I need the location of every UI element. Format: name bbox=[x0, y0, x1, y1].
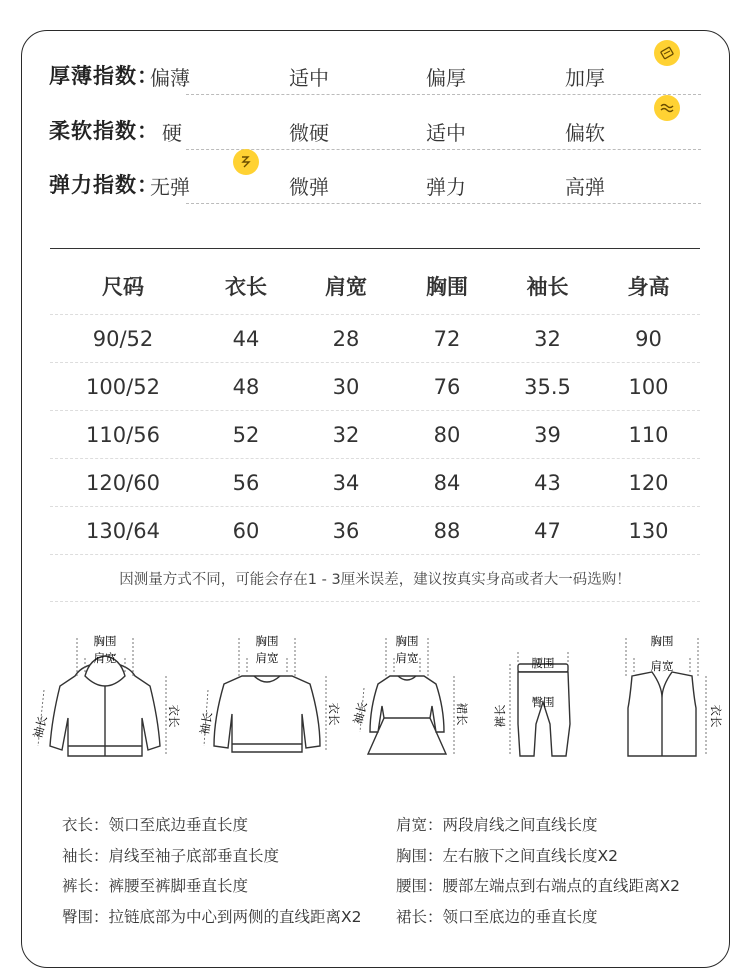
dress-diagram bbox=[342, 628, 472, 772]
table-cell: 120 bbox=[628, 470, 669, 495]
table-cell: 35.5 bbox=[524, 374, 571, 399]
dress-sleeve-label: 袖长 bbox=[350, 700, 370, 726]
table-cell: 48 bbox=[232, 374, 260, 399]
pants-length-label: 裤长 bbox=[493, 704, 507, 728]
pants-waist-label: 腰围 bbox=[531, 656, 555, 670]
header-shoulder: 肩宽 bbox=[325, 275, 367, 299]
table-cell: 80 bbox=[433, 422, 461, 447]
index-row bbox=[49, 60, 701, 100]
table-cell: 88 bbox=[433, 518, 461, 543]
header-height: 身高 bbox=[627, 275, 670, 299]
sweater-shoulder-label: 肩宽 bbox=[255, 651, 279, 665]
vest-diagram bbox=[614, 628, 724, 772]
legend-item: 臀围：拉链底部为中心到两侧的直线距离X2 bbox=[62, 908, 362, 926]
measurement-note: 因测量方式不同，可能会存在1 - 3厘米误差，建议按真实身高或者大一码选购！ bbox=[50, 556, 700, 602]
legend-item: 裤长：裤腰至裤脚垂直长度 bbox=[62, 877, 249, 895]
table-row bbox=[50, 459, 700, 507]
table-cell: 76 bbox=[433, 374, 461, 399]
sweater-diagram bbox=[192, 628, 342, 772]
index-label: 弹力指数： bbox=[49, 173, 159, 197]
sweater-sleeve-label: 袖长 bbox=[197, 710, 215, 736]
index-row bbox=[49, 169, 701, 209]
table-header bbox=[50, 258, 700, 315]
index-label: 柔软指数： bbox=[49, 119, 159, 143]
table-cell: 30 bbox=[332, 374, 360, 399]
index-option: 无弹 bbox=[150, 175, 190, 199]
table-row bbox=[50, 363, 700, 411]
index-dashed-line bbox=[186, 94, 701, 95]
pants-diagram bbox=[490, 628, 580, 772]
table-cell: 56 bbox=[232, 470, 260, 495]
sweater-length-label: 衣长 bbox=[327, 702, 341, 726]
table-cell: 60 bbox=[232, 518, 260, 543]
table-cell: 52 bbox=[232, 422, 260, 447]
index-option: 硬 bbox=[162, 121, 182, 145]
table-cell: 130 bbox=[628, 518, 669, 543]
table-row bbox=[50, 315, 700, 363]
table-cell: 47 bbox=[534, 518, 561, 543]
index-option: 适中 bbox=[289, 66, 329, 90]
table-cell: 90 bbox=[635, 326, 662, 351]
jacket-shoulder-label: 肩宽 bbox=[93, 651, 117, 665]
softness-icon bbox=[654, 95, 680, 121]
legend-item: 裙长：领口至底边的垂直长度 bbox=[396, 908, 598, 926]
table-cell: 130/64 bbox=[86, 518, 160, 543]
section-divider bbox=[50, 248, 700, 249]
thickness-icon bbox=[654, 40, 680, 66]
table-cell: 100/52 bbox=[86, 374, 160, 399]
table-cell: 43 bbox=[534, 470, 561, 495]
table-cell: 110 bbox=[628, 422, 669, 447]
table-cell: 84 bbox=[433, 470, 461, 495]
jacket-chest-label: 胸围 bbox=[93, 634, 117, 648]
header-size: 尺码 bbox=[102, 275, 144, 299]
table-cell: 100 bbox=[628, 374, 669, 399]
table-row bbox=[50, 507, 700, 555]
table-cell: 32 bbox=[332, 422, 360, 447]
jacket-sleeve-label: 袖长 bbox=[30, 714, 50, 740]
elasticity-icon bbox=[233, 149, 259, 175]
index-option: 高弹 bbox=[565, 175, 605, 199]
table-cell: 120/60 bbox=[86, 470, 160, 495]
index-label: 厚薄指数： bbox=[49, 64, 159, 88]
index-option: 微弹 bbox=[289, 175, 329, 199]
table-cell: 110/56 bbox=[86, 422, 160, 447]
header-length: 衣长 bbox=[225, 275, 267, 299]
index-option: 微硬 bbox=[289, 121, 329, 145]
jacket-length-label: 衣长 bbox=[167, 704, 181, 728]
header-chest: 胸围 bbox=[426, 275, 468, 299]
index-dashed-line bbox=[186, 149, 701, 150]
index-option: 加厚 bbox=[565, 66, 605, 90]
table-cell: 44 bbox=[232, 326, 260, 351]
legend-item: 肩宽：两段肩线之间直线长度 bbox=[396, 816, 598, 834]
dress-shoulder-label: 肩宽 bbox=[395, 651, 419, 665]
table-cell: 34 bbox=[332, 470, 360, 495]
table-row bbox=[50, 411, 700, 459]
size-table bbox=[50, 258, 700, 555]
index-option: 适中 bbox=[426, 121, 466, 145]
index-option: 偏厚 bbox=[426, 66, 466, 90]
table-cell: 28 bbox=[332, 326, 360, 351]
vest-chest-label: 胸围 bbox=[650, 634, 674, 648]
pants-hip-label: 臀围 bbox=[531, 695, 555, 709]
table-cell: 72 bbox=[433, 326, 461, 351]
table-cell: 39 bbox=[534, 422, 561, 447]
legend-item: 衣长：领口至底边垂直长度 bbox=[62, 816, 249, 834]
vest-shoulder-label: 肩宽 bbox=[650, 659, 674, 673]
table-cell: 90/52 bbox=[92, 326, 154, 351]
index-dashed-line bbox=[186, 203, 701, 204]
index-option: 偏软 bbox=[565, 121, 605, 145]
legend-item: 腰围：腰部左端点到右端点的直线距离X2 bbox=[396, 877, 680, 895]
legend-item: 胸围：左右腋下之间直线长度X2 bbox=[396, 847, 618, 865]
table-cell: 36 bbox=[332, 518, 360, 543]
index-option: 偏薄 bbox=[150, 66, 190, 90]
sweater-chest-label: 胸围 bbox=[255, 634, 279, 648]
dress-chest-label: 胸围 bbox=[395, 634, 419, 648]
index-row bbox=[49, 115, 701, 155]
legend-item: 袖长：肩线至袖子底部垂直长度 bbox=[62, 847, 280, 865]
vest-length-label: 衣长 bbox=[709, 704, 723, 728]
table-cell: 32 bbox=[534, 326, 561, 351]
jacket-diagram bbox=[30, 628, 180, 772]
index-option: 弹力 bbox=[426, 175, 466, 199]
dress-length-label: 裙长 bbox=[455, 702, 469, 726]
header-sleeve: 袖长 bbox=[526, 275, 569, 299]
